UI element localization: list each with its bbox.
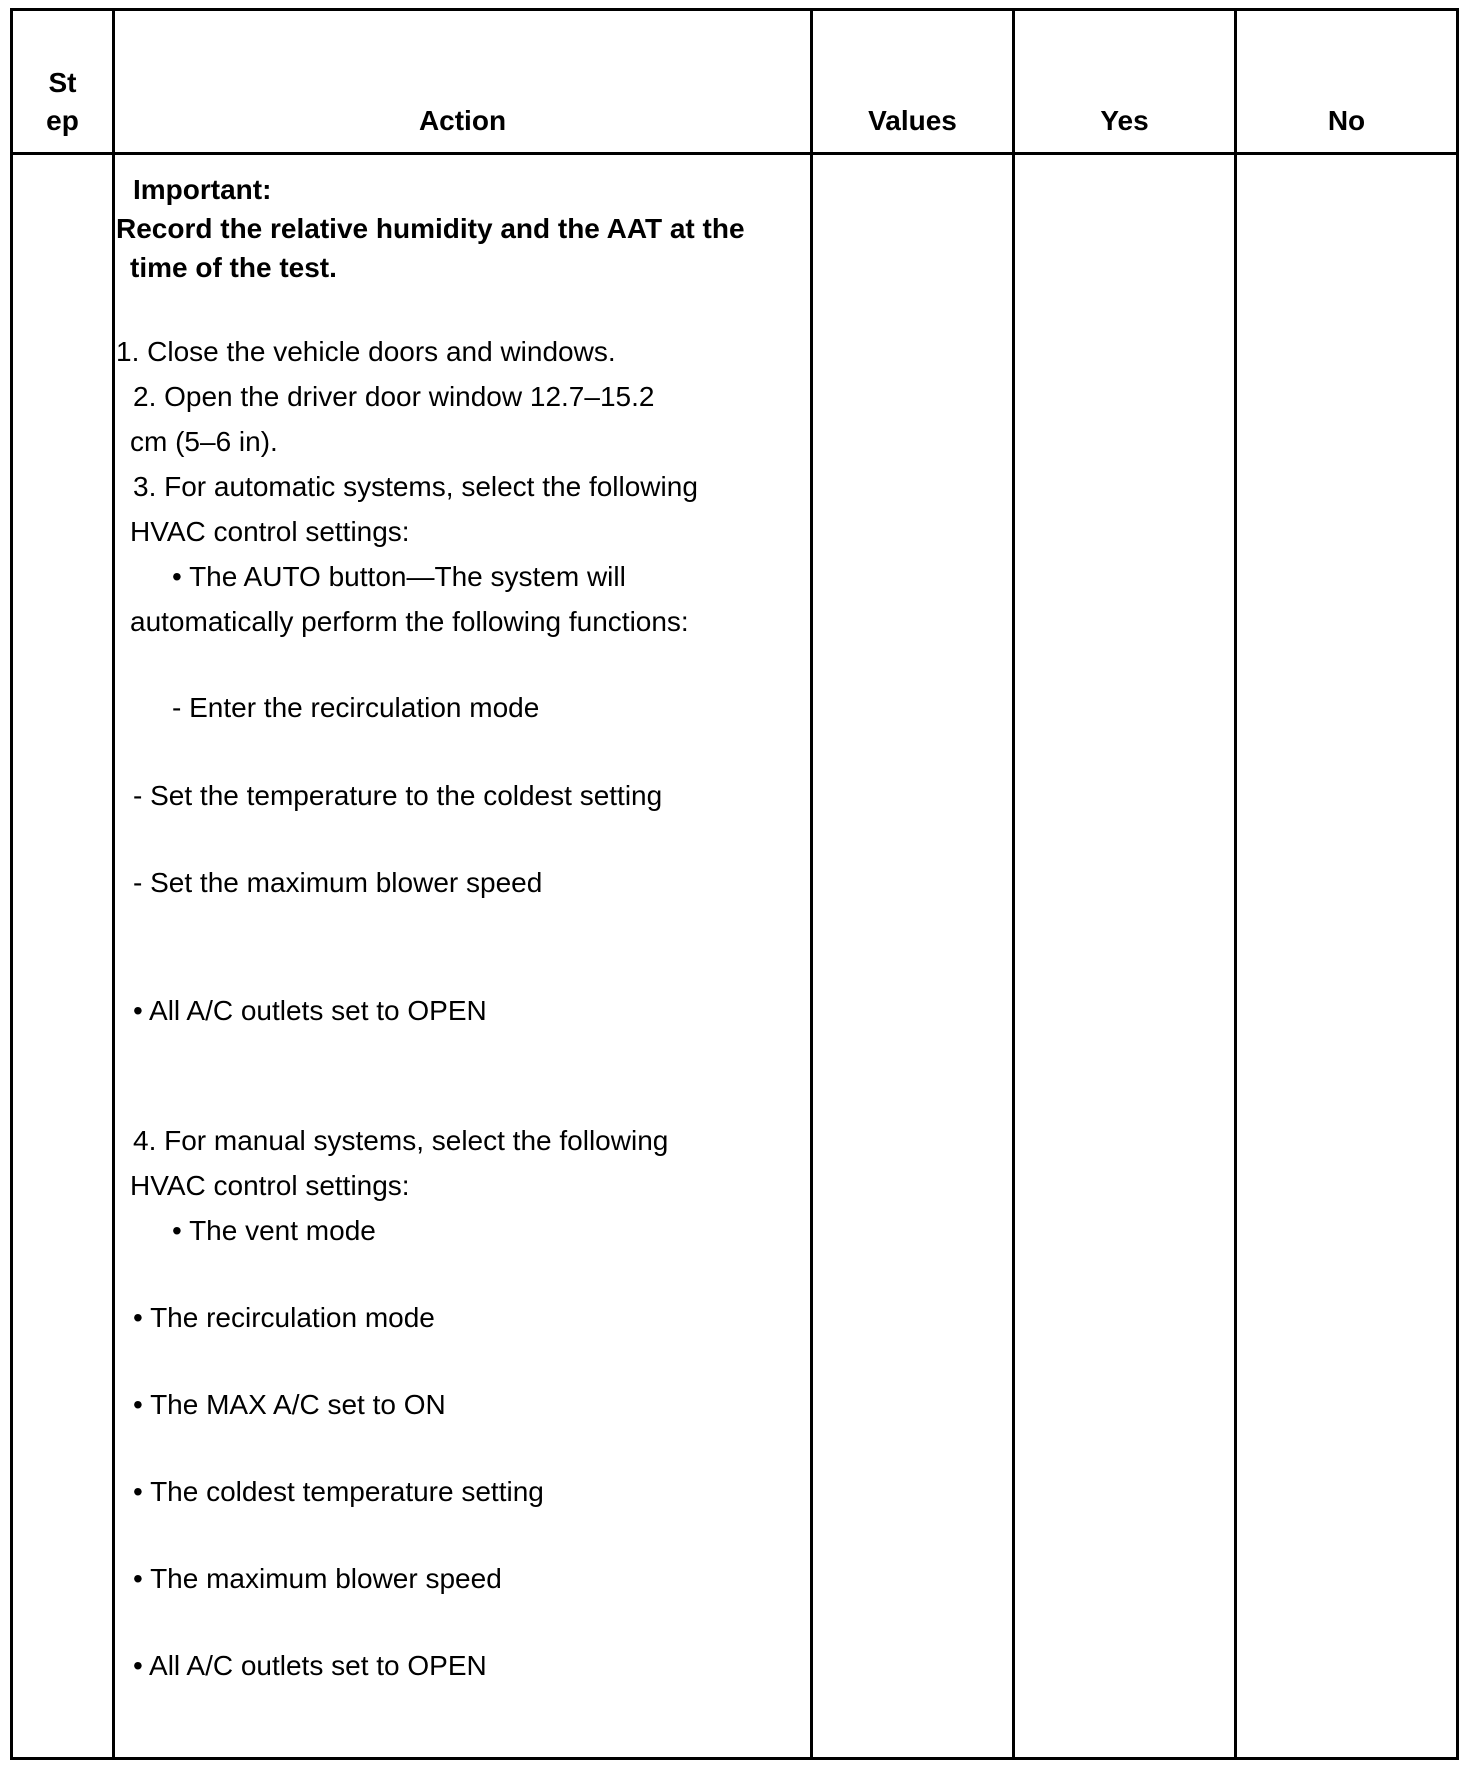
- step-2-line-2: cm (5–6 in).: [130, 426, 278, 457]
- auto-function-recirculation: - Enter the recirculation mode: [172, 692, 540, 723]
- important-label: Important:: [133, 174, 272, 205]
- auto-function-temperature: - Set the temperature to the coldest setting: [133, 780, 663, 811]
- manual-coldest-temperature: • The coldest temperature setting: [133, 1476, 544, 1507]
- manual-outlets-open: • All A/C outlets set to OPEN: [133, 1650, 487, 1681]
- step-1: 1. Close the vehicle doors and windows.: [116, 336, 616, 367]
- header-step-line-1: St: [48, 67, 77, 98]
- step-4-line-2: HVAC control settings:: [130, 1170, 410, 1201]
- auto-button-line-1: • The AUTO button—The system will: [172, 561, 626, 592]
- step-4-line-1: 4. For manual systems, select the following: [133, 1125, 669, 1156]
- important-text-line-2: time of the test.: [130, 252, 337, 283]
- auto-button-line-2: automatically perform the following functions:: [130, 606, 689, 637]
- manual-max-ac: • The MAX A/C set to ON: [133, 1389, 446, 1420]
- auto-outlets-open: • All A/C outlets set to OPEN: [133, 995, 487, 1026]
- step-3-line-2: HVAC control settings:: [130, 516, 410, 547]
- manual-vent-mode: • The vent mode: [172, 1215, 376, 1246]
- auto-function-blower: - Set the maximum blower speed: [133, 867, 543, 898]
- header-step-line-2: ep: [46, 105, 79, 136]
- step-3-line-1: 3. For automatic systems, select the following: [133, 471, 698, 502]
- manual-max-blower: • The maximum blower speed: [133, 1563, 502, 1594]
- header-values: Values: [868, 105, 957, 136]
- header-no: No: [1327, 105, 1366, 136]
- header-action: Action: [418, 105, 507, 136]
- manual-recirculation-mode: • The recirculation mode: [133, 1302, 435, 1333]
- header-yes: Yes: [1100, 105, 1149, 136]
- important-text-line-1: Record the relative humidity and the AAT at the: [116, 213, 745, 244]
- step-2-line-1: 2. Open the driver door window 12.7–15.2: [133, 381, 655, 412]
